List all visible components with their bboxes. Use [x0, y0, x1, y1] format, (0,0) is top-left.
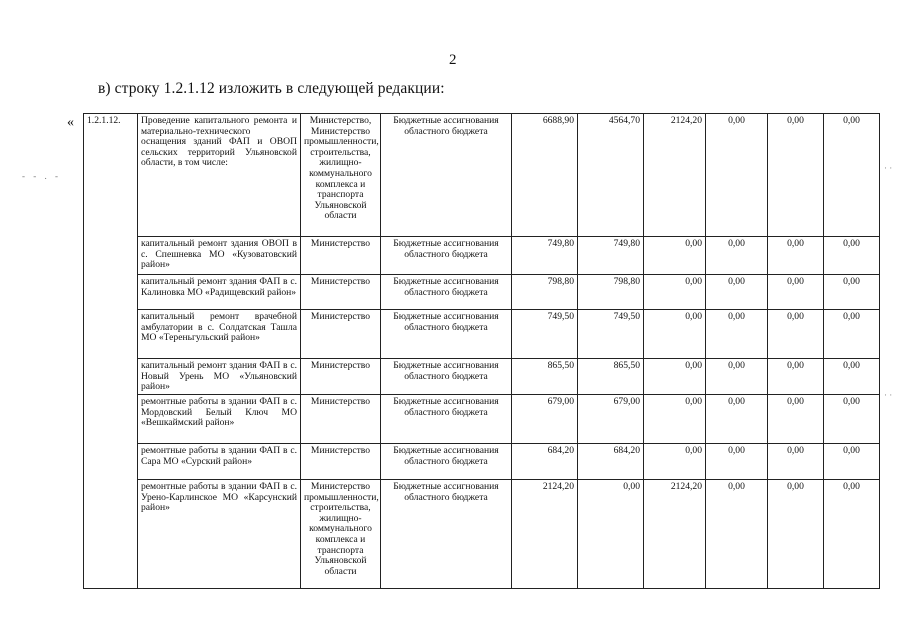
executor-cell: Министерство — [301, 444, 381, 480]
funding-source-cell: Бюджетные ассигнования областного бюджета — [381, 237, 512, 275]
value-cell: 684,20 — [578, 444, 644, 480]
table-row — [84, 237, 880, 275]
open-quote-mark: « — [67, 115, 74, 130]
measure-name-cell: Проведение капитального ремонта и материально-технического оснащения зданий ФАП и ОВОП сельских территорий Ульяновской области, в том числе: — [138, 114, 301, 237]
value-cell: 0,00 — [824, 237, 880, 275]
row-number-cell: 1.2.1.12. — [84, 114, 138, 589]
margin-scan-artifact: · · — [884, 390, 893, 400]
section-heading: в) строку 1.2.1.12 изложить в следующей редакции: — [98, 80, 445, 97]
value-cell: 0,00 — [768, 237, 824, 275]
executor-cell: Министерство — [301, 237, 381, 275]
value-cell: 0,00 — [644, 359, 706, 395]
measure-name-cell: ремонтные работы в здании ФАП в с. Урено-Карлинское МО «Карсунский район» — [138, 480, 301, 589]
measure-name-cell: ремонтные работы в здании ФАП в с. Мордовский Белый Ключ МО «Вешкаймский район» — [138, 395, 301, 444]
executor-cell: Министерство, Министерство промышленности, строительства, жилищно-коммунального комплекса и транспорта Ульяновской области — [301, 114, 381, 237]
measure-name-cell: капитальный ремонт здания ФАП в с. Новый Урень МО «Ульяновский район» — [138, 359, 301, 395]
value-cell: 0,00 — [824, 444, 880, 480]
program-table — [83, 113, 880, 589]
value-cell: 0,00 — [706, 114, 768, 237]
page-number: 2 — [449, 52, 457, 68]
table-row — [84, 480, 880, 589]
value-cell: 865,50 — [512, 359, 578, 395]
value-cell: 0,00 — [768, 310, 824, 359]
value-cell: 679,00 — [578, 395, 644, 444]
executor-cell: Министерство промышленности, строительства, жилищно-коммунального комплекса и транспорта Ульяновской области — [301, 480, 381, 589]
value-cell: 0,00 — [706, 275, 768, 310]
funding-source-cell: Бюджетные ассигнования областного бюджета — [381, 395, 512, 444]
value-cell: 0,00 — [768, 480, 824, 589]
value-cell: 0,00 — [706, 480, 768, 589]
value-cell: 0,00 — [644, 444, 706, 480]
value-cell: 0,00 — [768, 114, 824, 237]
value-cell: 865,50 — [578, 359, 644, 395]
funding-source-cell: Бюджетные ассигнования областного бюджета — [381, 480, 512, 589]
value-cell: 2124,20 — [644, 114, 706, 237]
funding-source-cell: Бюджетные ассигнования областного бюджета — [381, 359, 512, 395]
executor-cell: Министерство — [301, 310, 381, 359]
value-cell: 0,00 — [706, 395, 768, 444]
value-cell: 679,00 — [512, 395, 578, 444]
value-cell: 0,00 — [824, 395, 880, 444]
funding-source-cell: Бюджетные ассигнования областного бюджета — [381, 114, 512, 237]
value-cell: 0,00 — [768, 395, 824, 444]
executor-cell: Министерство — [301, 359, 381, 395]
executor-cell: Министерство — [301, 395, 381, 444]
measure-name-cell: ремонтные работы в здании ФАП в с. Сара МО «Сурский район» — [138, 444, 301, 480]
table-row — [84, 114, 880, 237]
value-cell: 798,80 — [512, 275, 578, 310]
value-cell: 0,00 — [644, 275, 706, 310]
value-cell: 4564,70 — [578, 114, 644, 237]
value-cell: 0,00 — [706, 237, 768, 275]
executor-cell: Министерство — [301, 275, 381, 310]
value-cell: 0,00 — [768, 275, 824, 310]
value-cell: 0,00 — [768, 444, 824, 480]
value-cell: 0,00 — [824, 480, 880, 589]
margin-scan-artifact: - - . - — [22, 171, 61, 181]
table-row — [84, 359, 880, 395]
table-row — [84, 310, 880, 359]
value-cell: 0,00 — [706, 310, 768, 359]
value-cell: 684,20 — [512, 444, 578, 480]
value-cell: 0,00 — [824, 310, 880, 359]
value-cell: 749,50 — [578, 310, 644, 359]
value-cell: 0,00 — [644, 237, 706, 275]
value-cell: 798,80 — [578, 275, 644, 310]
measure-name-cell: капитальный ремонт врачебной амбулатории в с. Солдатская Ташла МО «Тереньгульский район» — [138, 310, 301, 359]
table-row — [84, 275, 880, 310]
value-cell: 2124,20 — [644, 480, 706, 589]
funding-source-cell: Бюджетные ассигнования областного бюджета — [381, 275, 512, 310]
value-cell: 0,00 — [578, 480, 644, 589]
value-cell: 749,80 — [512, 237, 578, 275]
value-cell: 0,00 — [824, 275, 880, 310]
margin-scan-artifact: · · — [884, 163, 893, 173]
measure-name-cell: капитальный ремонт здания ФАП в с. Калиновка МО «Радищевский район» — [138, 275, 301, 310]
value-cell: 0,00 — [824, 359, 880, 395]
value-cell: 0,00 — [706, 444, 768, 480]
measure-name-cell: капитальный ремонт здания ОВОП в с. Спешневка МО «Кузоватовский район» — [138, 237, 301, 275]
value-cell: 0,00 — [644, 395, 706, 444]
table-row — [84, 395, 880, 444]
value-cell: 0,00 — [644, 310, 706, 359]
value-cell: 2124,20 — [512, 480, 578, 589]
value-cell: 749,80 — [578, 237, 644, 275]
value-cell: 6688,90 — [512, 114, 578, 237]
funding-source-cell: Бюджетные ассигнования областного бюджета — [381, 310, 512, 359]
value-cell: 0,00 — [706, 359, 768, 395]
funding-source-cell: Бюджетные ассигнования областного бюджета — [381, 444, 512, 480]
value-cell: 0,00 — [824, 114, 880, 237]
value-cell: 0,00 — [768, 359, 824, 395]
table-row — [84, 444, 880, 480]
value-cell: 749,50 — [512, 310, 578, 359]
